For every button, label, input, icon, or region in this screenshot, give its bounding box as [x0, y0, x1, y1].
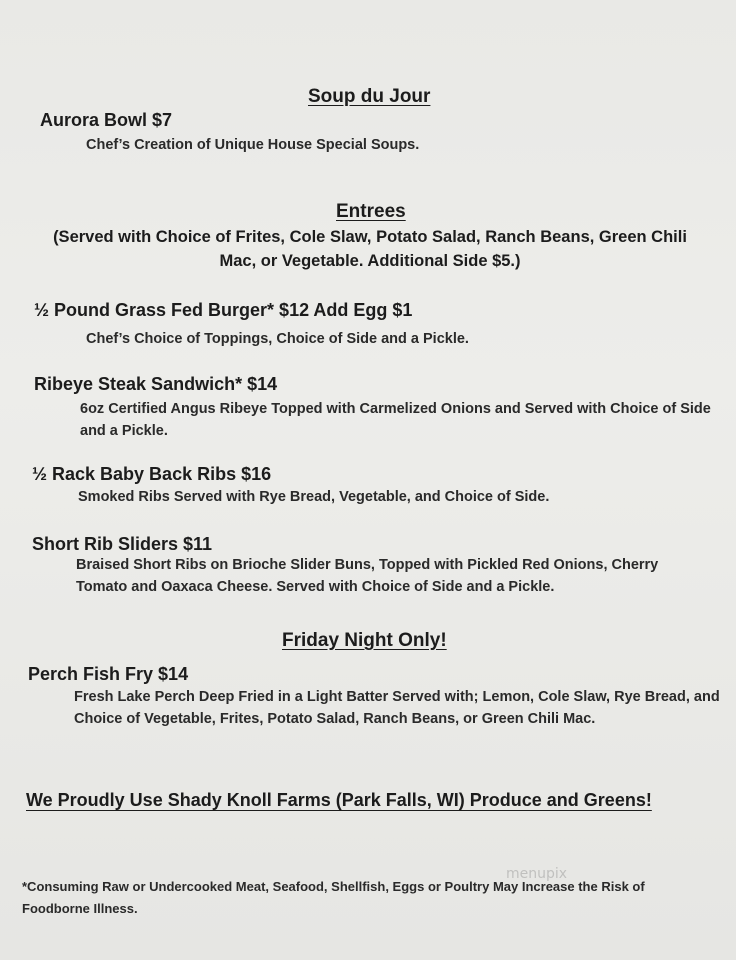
soup-item-title: Aurora Bowl $7 [40, 110, 173, 130]
entree-title-ribeye: Ribeye Steak Sandwich* $14 [34, 374, 278, 394]
foodborne-disclaimer: *Consuming Raw or Undercooked Meat, Seafood, Shellfish, Eggs or Poultry May Increase the Risk of Foodborne Illness. [22, 879, 645, 916]
entree-desc-ribeye: 6oz Certified Angus Ribeye Topped with Carmelized Onions and Served with Choice of Side and a Pickle. [80, 401, 711, 439]
entree-title-ribs: ½ Rack Baby Back Ribs $16 [32, 464, 272, 484]
entree-title-burger: ½ Pound Grass Fed Burger* $12 Add Egg $1 [34, 300, 413, 320]
friday-item-desc: Fresh Lake Perch Deep Fried in a Light Batter Served with; Lemon, Cole Slaw, Rye Bread, and Choice of Vegetable, Frites, Potato Salad, Ranch Beans, or Green Chili Mac. [74, 689, 720, 727]
produce-banner: We Proudly Use Shady Knoll Farms (Park Falls, WI) Produce and Greens! [26, 790, 652, 810]
entrees-note: (Served with Choice of Frites, Cole Slaw, Potato Salad, Ranch Beans, Green Chili Mac, or Vegetable. Additional Side $5.) [53, 228, 687, 270]
entree-desc-burger: Chef’s Choice of Toppings, Choice of Side and a Pickle. [86, 331, 469, 347]
watermark: menupix [506, 866, 568, 882]
entrees-heading: Entrees [336, 201, 406, 222]
soup-item-desc: Chef’s Creation of Unique House Special Soups. [86, 137, 420, 153]
entree-title-sliders: Short Rib Sliders $11 [32, 534, 213, 554]
entree-desc-sliders: Braised Short Ribs on Brioche Slider Buns, Topped with Pickled Red Onions, Cherry Tomato and Oaxaca Cheese. Served with Choice of Side and a Pickle. [76, 557, 659, 595]
friday-heading: Friday Night Only! [282, 630, 447, 651]
friday-item-title: Perch Fish Fry $14 [28, 664, 189, 684]
soup-heading: Soup du Jour [308, 86, 431, 107]
entree-desc-ribs: Smoked Ribs Served with Rye Bread, Vegetable, and Choice of Side. [78, 489, 550, 505]
